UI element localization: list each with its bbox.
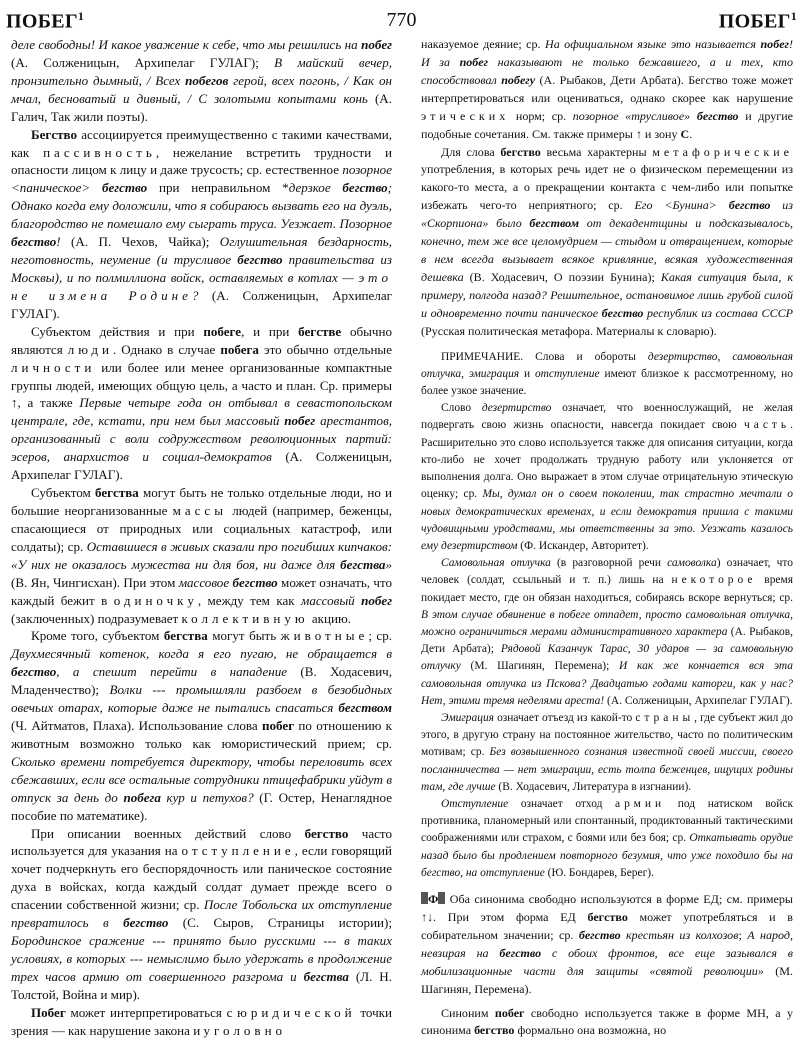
col1-paragraph: Бегство ассоциируется преимущественно с такими качествами, как пассивность, нежелание встретить трудности и опасности лицом к лицу и даже трусость; ср. естественное позорное <паническое> бегство при неправильном *дерзкое бегство; Однако когда ему доложили, что я собираюсь вызвать его на дуэль, благородство не помешало ему сыграть труса. Уезжает. Позорное бегство! (А. П. Чехов, Чайка); Оглушительная бездарность, неготовность, неумение (и трусливое бегство правительства из Москвы), и по полмиллиона войск, оставляемых в котлах — это не измена Родине? (А. Солженицын, Архипелаг ГУЛАГ). <box>11 126 392 321</box>
col2-paragraph: Ф Оба синонима свободно используются в форме ЕД; см. примеры ↑↓. При этом форма ЕД бегство может употребляться и в собирательном значении; ср. бегство крестьян из колхозов; А народ, невзирая на бегство с обоих фронтов, все еще зазывался в мобилизационные части для защиты «святой революции» (М. Шагинян, Перемена). <box>421 891 793 996</box>
headword-left: ПОБЕГ$^1$ <box>6 9 85 33</box>
page-header <box>0 0 803 36</box>
col1-paragraph: Субъектом бегства могут быть не только отдельные люди, но и большие неорганизованные массы людей (например, беженцы, спасающиеся от природных или социальных катастроф, или солдаты); ср. Оставшиеся в живых сказали про погибших кипчаков: «У них не оказалось мужества ни для боя, ни даже для бегства» (В. Ян, Чингисхан). При этом массовое бегство может означать, что каждый бежит в одиночку, между тем как массовый побег (заключенных) подразумевает коллективную акцию. <box>11 485 393 626</box>
col1-paragraph: деле свободны! И какое уважение к себе, что мы решились на побег (А. Солженицын, Архипелаг ГУЛАГ); В майский вечер, пронзительно дымный, / Всех побегов герой, всех погонь, / Как он мчал, бесноватый и дивный, / С золотыми копытами конь (А. Галич, Так жили поэты). <box>11 37 392 124</box>
headword-right: ПОБЕГ$^1$ <box>718 9 797 33</box>
col2-paragraph: наказуемое деяние; ср. На официальном языке это называется побег! И за побег наказывают не только бежавшего, а и тех, кто способствовал побегу (А. Рыбаков, Дети Арбата). Бегство тоже может интерпретироваться или оцениваться, однако скорее как нарушение этических норм; ср. позорное «трусливое» бегство и другие подобные сочетания. См. также примеры ↑ и зону С. <box>421 37 794 141</box>
right-column <box>421 36 793 1040</box>
col1-paragraph: Кроме того, субъектом бегства могут быть животные; ср. Двухмесячный котенок, когда я его пугаю, не обращается в бегство, а спешит перейти в нападение (В. Ходасевич, Младенчество); Волки --- промышляли разбоем в безобидных овечьих отарах, которые даже не пытались спасаться бегством (Ч. Айтматов, Плаха). Использование слова побег по отношению к животным возможно только как юмористический прием; ср. Сколько времени потребуется директору, чтобы переловить всех сбежавших, если все остальные сотрудники птицефабрики уйдут в отпуск за день до побега кур и петухов? (Г. Остер, Ненаглядное пособие по математике). <box>11 628 393 823</box>
col2-paragraph: Самовольная отлучка (в разговорной речи самоволка) означает, что человек (солдат, ссыльный и т. п.) лишь на некоторое время покидает место, где он обязан находиться, собираясь вскоре вернуться; ср. В этом случае обвинение в побеге отпадет, просто самовольная отлучка, можно ограничиться мерами административного характера (А. Рыбаков, Дети Арбата); Рядовой Казанчук Тарас, 30 ударов — за самовольную отлучку (М. Шагинян, Перемена); И как же кончается вся эта самовольная отлучка из Пскова? Двадцатью годами каторги, как у нас? Нет, этими тремя неделями ареста! (А. Солженицын, Архипелаг ГУЛАГ). <box>421 557 794 707</box>
col2-paragraph: Для слова бегство весьма характерны метафорические употребления, в которых речь идет не о физическом перемещении из какого-то места, а о прекращении контакта с чем-либо или попытке избежать чего-то неприятного; ср. Его <Бунина> бегство из «Скорпиона» было бегством от декадентщины и подсказывалось, конечно, тем же все целомудрием — стыдом и отвращением, которые в нем всегда вызывает всякое кривляние, всякая художественная дешевка (В. Ходасевич, О поэзии Бунина); Какая ситуация была, к примеру, полгода назад? Решительное, остановимое лишь грубой силой и одновременно почти паническое бегство республик из состава СССР (Русская политическая метафора. Материалы к словарю). <box>421 144 793 338</box>
col1-paragraph: Побег может интерпретироваться с юридической точки зрения — как нарушение закона и уголовно <box>11 1004 392 1038</box>
left-column <box>11 36 392 1040</box>
col2-paragraph: ПРИМЕЧАНИЕ. Слова и обороты дезертирство, самовольная отлучка, эмиграция и отступление имеют близкое к рассмотренному, но более узкое значение. <box>421 350 793 398</box>
col2-paragraph: Слово дезертирство означает, что военнослужащий, не желая подвергать свою жизнь опасности, навсегда покидает свою часть. Расширительно это слово используется также для описания ситуации, когда кто-либо не хочет продолжать трудную работу или уклоняется от выполнения долга. Оно выражает в этом случае отрицательную этическую оценку; ср. Мы, думал он о своем поколении, так страстно мечтали о новых демократических временах, и если демократия пришла с такими чудовищными уродствами, мы ответственны за это. Уезжать казалось ему дезертирством (Ф. Искандер, Авторитет). <box>421 402 793 552</box>
col2-paragraph: Эмиграция означает отъезд из какой-то страны, где субъект жил до этого, в другую страну на постоянное жительство, часто по политическим мотивам; ср. Без возвышенного сознания известной своей миссии, своего посланничества — нет эмиграции, есть толпа беженцев, ищущих родины там, где лучше (В. Ходасевич, Литература в изгнании). <box>421 711 793 793</box>
col2-paragraph: Отступление означает отход армии под натиском войск противника, планомерный или спонтанный, продиктованный тактическими соображениями или страхом, с боями или без боя; ср. Откатывать орудие назад было бы продлением повторного безумия, что уже походило бы на бегство, на отступление (Ю. Бондарев, Берег). <box>421 797 794 879</box>
col1-paragraph: Субъектом действия и при побеге, и при бегстве обычно являются люди. Однако в случае побега это обычно отдельные личности или более или менее организованные компактные группы людей, имеющих общую цель, а часто и план. Ср. примеры ↑, а также Первые четыре года он отбывал в севастопольском централе, где, кстати, при нем был массовый побег арестантов, организованный с воли содружеством революционных партий: эсеров, анархистов и социал-демократов (А. Солженицын, Архипелаг ГУЛАГ). <box>11 323 392 483</box>
col1-paragraph: При описании военных действий слово бегство часто используется для указания на отступление, если говорящий хочет подчеркнуть его беспорядочность или паническое состояние духа в войсках, когда каждый солдат думает прежде всего о спасении собственной жизни; ср. После Тобольска их отступление превратилось в бегство (С. Сыров, Страницы истории); Бородинское сражение --- принято было русскими --- в таких условиях, в которых --- немыслимо было удержать в продолжение трех часов армию от совершенного разгрома и бегства (Л. Н. Толстой, Война и мир). <box>11 825 392 1002</box>
col2-paragraph: Синоним побег свободно используется также в форме МН, а у синонима бегство формально она возможна, но <box>421 1005 793 1038</box>
page-number: 770 <box>386 9 417 31</box>
